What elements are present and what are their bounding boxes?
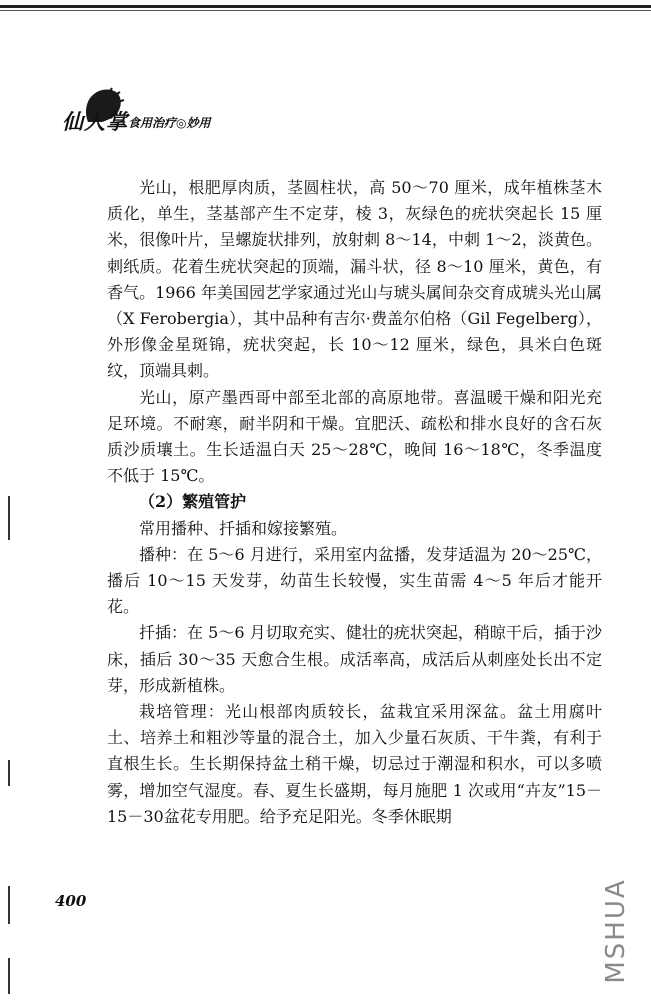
paragraph-cutting: 扦插：在 5～6 月切取充实、健壮的疣状突起，稍晾干后，插于沙床，插后 30～35 天愈合生根。成活率高，成活后从刺座处长出不定芽，形成新植株。 xyxy=(107,623,602,695)
watermark-text: MSHUA xyxy=(601,878,631,984)
paragraph-propagation: 常用播种、扦插和嫁接繁殖。 xyxy=(139,518,348,538)
page-number: 400 xyxy=(55,892,87,910)
logo-subtitle: 食用治疗◎妙用 xyxy=(128,116,211,130)
logo-title: 仙人掌 xyxy=(62,109,128,134)
top-rule-thin xyxy=(0,10,651,11)
watermark xyxy=(598,878,634,984)
book-logo xyxy=(58,84,248,144)
body-text xyxy=(107,175,602,830)
margin-mark xyxy=(8,760,10,786)
paragraph-cultivation: 栽培管理：光山根部肉质较长，盆栽宜采用深盆。盆土用腐叶土、培养土和粗沙等量的混合土，加入少量石灰质、干牛粪，有利于直根生长。生长期保持盆土稍干燥，切忌过于潮湿和积水，可以多喷雾，增加空气湿度。春、夏生长盛期，每月施肥 1 次或用“卉友”15－15－30盆花专用肥。给予充足阳光。冬季休眠期 xyxy=(107,702,602,826)
paragraph-sowing: 播种：在 5～6 月进行，采用室内盆播，发芽适温为 20～25℃，播后 10～15 天发芽，幼苗生长较慢，实生苗需 4～5 年后才能开花。 xyxy=(107,544,602,617)
margin-mark xyxy=(8,958,10,994)
margin-mark xyxy=(8,496,10,540)
paragraph-description: 光山，根肥厚肉质，茎圆柱状，高 50～70 厘米，成年植株茎木质化，单生，茎基部产生不定芽，棱 3，灰绿色的疣状突起长 15 厘米，很像叶片，呈螺旋状排列，放射刺 8～14，中刺 1～2，淡黄色。刺纸质。花着生疣状突起的顶端，漏斗状，径 8～10 厘米，黄色，有香气。1966 年美国园艺学家通过光山与琥头属间杂交育成琥头光山属（X Ferobergia），其中品种有吉尔·费盖尔伯格（Gil Fegelberg），外形像金星斑锦，疣状突起，长 10～12 厘米，绿色，具米白色斑纹，顶端具刺。 xyxy=(107,178,602,381)
top-rule xyxy=(0,5,651,8)
section-heading: （2）繁殖管护 xyxy=(139,492,247,512)
margin-mark xyxy=(8,886,10,924)
paragraph-habitat: 光山，原产墨西哥中部至北部的高原地带。喜温暖干燥和阳光充足环境。不耐寒，耐半阴和干燥。宜肥沃、疏松和排水良好的含石灰质沙质壤土。生长适温白天 25～28℃，晚间 16～18℃，冬季温度不低于 15℃。 xyxy=(107,387,602,486)
